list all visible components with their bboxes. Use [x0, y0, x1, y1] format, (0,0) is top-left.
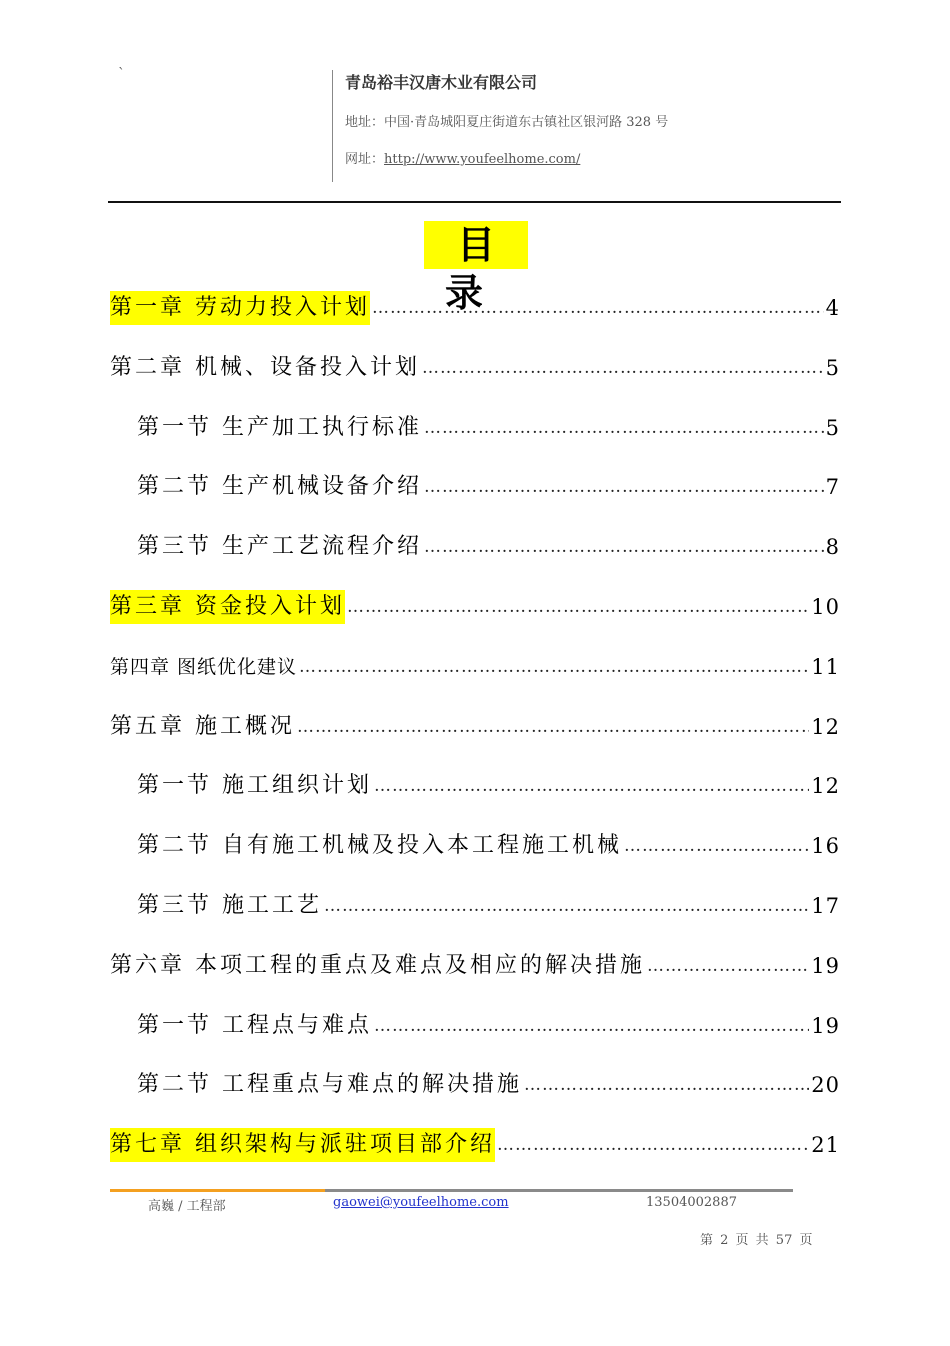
header-rule [108, 201, 841, 203]
toc-entry[interactable] [137, 769, 840, 803]
toc-entry[interactable] [137, 1068, 840, 1102]
toc-leader-dots [372, 291, 824, 325]
toc-leader-dots [374, 769, 809, 803]
toc-entry[interactable] [137, 530, 840, 564]
toc-entry-label: 第一节 生产加工执行标准 [137, 415, 422, 440]
toc-entry-page: 7 [825, 475, 840, 499]
footer-author: 高巍 / 工程部 [148, 1199, 226, 1214]
toc-entry-page: 20 [811, 1073, 840, 1097]
company-name: 青岛裕丰汉唐木业有限公司 [345, 73, 538, 92]
toc-entry-page: 8 [825, 535, 840, 559]
toc-entry[interactable] [110, 351, 840, 385]
toc-leader-dots [374, 1009, 809, 1043]
page-title: 目 录 [424, 221, 528, 269]
toc-leader-dots [422, 351, 824, 385]
toc-entry-label: 第一节 工程点与难点 [137, 1013, 372, 1038]
toc-entry-label: 第二节 自有施工机械及投入本工程施工机械 [137, 833, 622, 858]
toc-entry-page: 19 [811, 954, 840, 978]
website-label: 网址： [345, 152, 385, 167]
toc-entry[interactable] [110, 650, 840, 684]
toc-entry-label: 第三节 生产工艺流程介绍 [137, 534, 422, 559]
toc-entry[interactable] [137, 470, 840, 504]
footer-bar-accent [110, 1189, 325, 1192]
toc-entry-label: 第三章 资金投入计划 [110, 590, 345, 624]
toc-entry-page: 16 [811, 834, 840, 858]
toc-entry-page: 4 [825, 296, 840, 320]
toc-leader-dots [424, 530, 824, 564]
toc-entry-page: 11 [811, 655, 840, 679]
toc-leader-dots [424, 470, 824, 504]
toc-entry-label: 第五章 施工概况 [110, 714, 295, 739]
toc-entry[interactable] [110, 710, 840, 744]
toc-entry-page: 17 [811, 894, 840, 918]
footer-bar [325, 1189, 793, 1192]
toc-entry[interactable] [110, 291, 840, 325]
website-link[interactable]: http://www.youfeelhome.com/ [384, 152, 581, 167]
toc-leader-dots [299, 650, 809, 684]
toc-entry-label: 第七章 组织架构与派驻项目部介绍 [110, 1128, 495, 1162]
toc-entry-page: 12 [811, 774, 840, 798]
toc-leader-dots [424, 411, 824, 445]
toc-entry-label: 第六章 本项工程的重点及难点及相应的解决措施 [110, 953, 645, 978]
header-mark: ` [118, 66, 125, 82]
toc-entry[interactable] [137, 411, 840, 445]
toc-leader-dots [347, 590, 809, 624]
toc-entry-label: 第一章 劳动力投入计划 [110, 291, 370, 325]
toc-entry[interactable] [137, 889, 840, 923]
toc-entry[interactable] [110, 1128, 840, 1162]
toc-entry-page: 10 [811, 595, 840, 619]
toc-entry-label: 第二章 机械、设备投入计划 [110, 355, 420, 380]
toc-entry-page: 12 [811, 715, 840, 739]
header-divider [332, 70, 333, 182]
footer-phone: 13504002887 [646, 1195, 737, 1210]
toc-entry[interactable] [137, 1009, 840, 1043]
page-number: 第 2 页 共 57 页 [700, 1233, 813, 1248]
toc-entry-label: 第一节 施工组织计划 [137, 773, 372, 798]
toc-entry-page: 5 [825, 356, 840, 380]
toc-entry-label: 第二节 工程重点与难点的解决措施 [137, 1072, 522, 1097]
company-address: 地址：中国·青岛城阳夏庄街道东古镇社区银河路 328 号 [345, 115, 669, 130]
toc-leader-dots [324, 889, 809, 923]
toc-entry-page: 19 [811, 1014, 840, 1038]
toc-entry[interactable] [110, 590, 840, 624]
toc-entry-label: 第四章 图纸优化建议 [110, 656, 298, 678]
footer-email-link[interactable]: gaowei@youfeelhome.com [333, 1195, 509, 1210]
toc-leader-dots [647, 949, 809, 983]
toc-entry-page: 21 [811, 1133, 840, 1157]
toc-entry-label: 第三节 施工工艺 [137, 893, 322, 918]
toc-leader-dots [497, 1128, 809, 1162]
toc-entry-page: 5 [825, 416, 840, 440]
toc-leader-dots [524, 1068, 809, 1102]
toc-leader-dots [297, 710, 809, 744]
toc-leader-dots [624, 829, 809, 863]
toc-entry[interactable] [137, 829, 840, 863]
toc-entry-label: 第二节 生产机械设备介绍 [137, 474, 422, 499]
toc-entry[interactable] [110, 949, 840, 983]
company-website [345, 148, 580, 167]
